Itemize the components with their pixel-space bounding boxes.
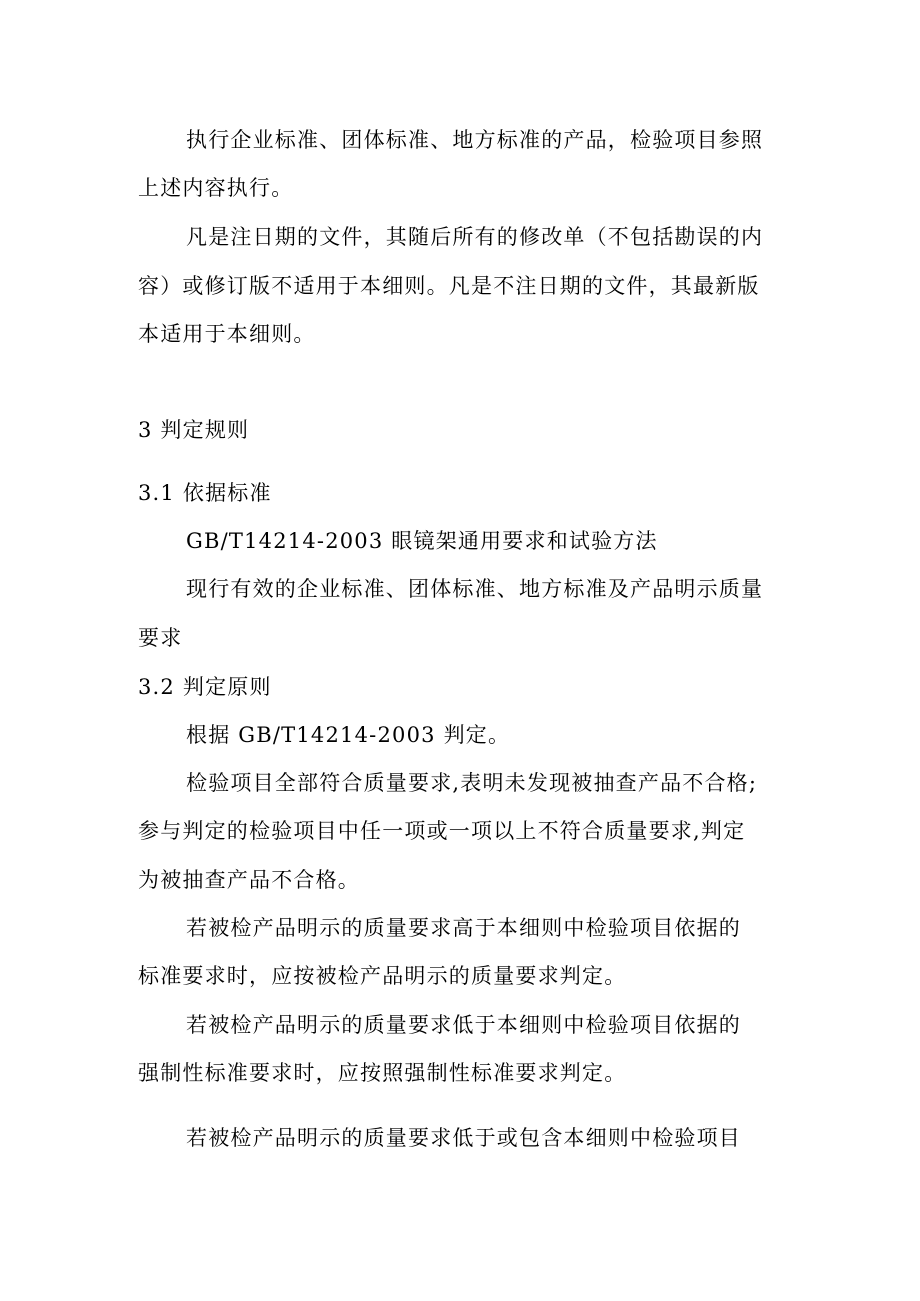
section-heading: 3 判定规则 [138, 418, 250, 442]
paragraph-line: 上述内容执行。 [138, 176, 294, 200]
paragraph-line: 若被检产品明示的质量要求高于本细则中检验项目依据的 [186, 916, 741, 940]
paragraph-line: 根据 GB/T14214-2003 判定。 [186, 723, 511, 747]
paragraph-line: 若被检产品明示的质量要求低于或包含本细则中检验项目 [186, 1126, 741, 1150]
paragraph-line: 强制性标准要求时，应按照强制性标准要求判定。 [138, 1061, 627, 1085]
paragraph-line: 为被抽查产品不合格。 [138, 868, 360, 892]
paragraph-line: 执行企业标准、团体标准、地方标准的产品，检验项目参照 [186, 128, 764, 152]
paragraph-line: 参与判定的检验项目中任一项或一项以上不符合质量要求,判定 [138, 819, 746, 843]
paragraph-line: GB/T14214-2003 眼镜架通用要求和试验方法 [186, 529, 658, 553]
subsection-heading: 3.1 依据标准 [138, 481, 272, 505]
paragraph-line: 若被检产品明示的质量要求低于本细则中检验项目依据的 [186, 1013, 741, 1037]
paragraph-line: 标准要求时，应按被检产品明示的质量要求判定。 [138, 964, 627, 988]
paragraph-line: 本适用于本细则。 [138, 322, 316, 346]
paragraph-line: 容）或修订版不适用于本细则。凡是不注日期的文件，其最新版 [138, 274, 760, 298]
paragraph-line: 要求 [138, 626, 183, 650]
paragraph-line: 凡是注日期的文件，其随后所有的修改单（不包括勘误的内 [186, 225, 764, 249]
subsection-heading: 3.2 判定原则 [138, 675, 272, 699]
paragraph-line: 现行有效的企业标准、团体标准、地方标准及产品明示质量 [186, 577, 764, 601]
paragraph-line: 检验项目全部符合质量要求,表明未发现被抽查产品不合格; [186, 771, 758, 795]
